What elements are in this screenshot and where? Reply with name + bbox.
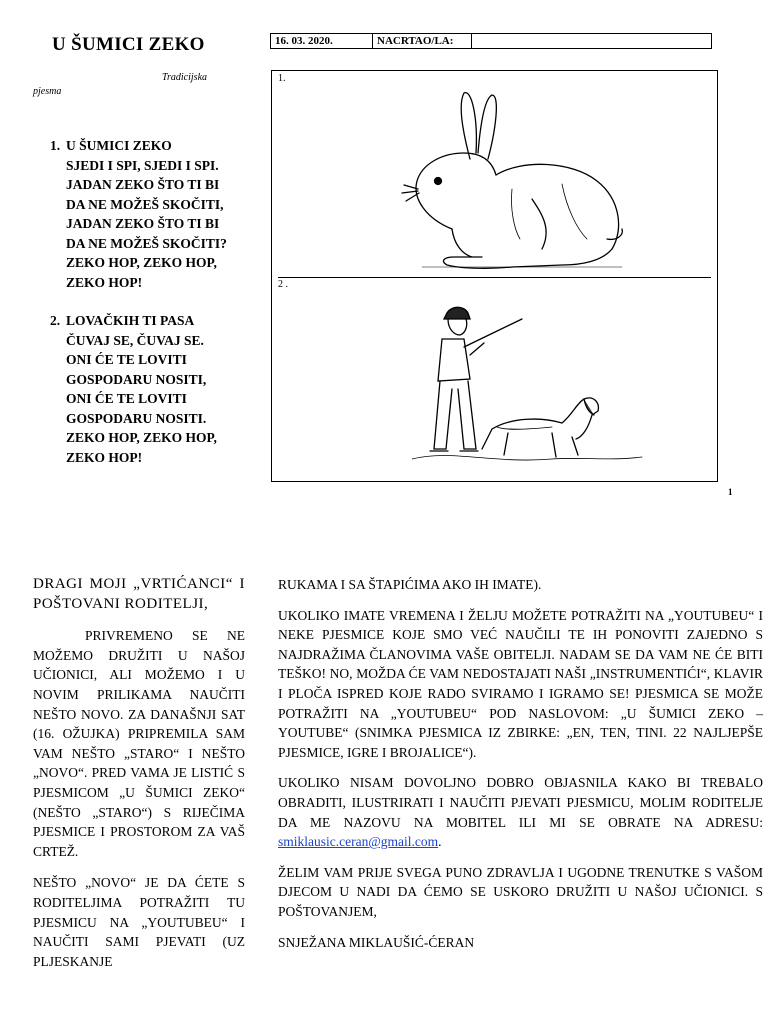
verse-line: GOSPODARU NOSITI, <box>66 371 207 387</box>
letter-greeting: DRAGI MOJI „VRTIĆANCI“ I POŠTOVANI RODITELJI, <box>33 576 245 612</box>
verse-line: ONI ĆE TE LOVITI <box>66 391 187 406</box>
verse-line: LOVAČKIH TI PASA <box>66 313 195 328</box>
verse-line: ZEKO HOP! <box>66 274 143 290</box>
verse-line: ZEKO HOP! <box>66 449 143 465</box>
letter-paragraph: NEŠTO „NOVO“ JE DA ĆETE S RODITELJIMA POTRAŽITI TU PJESMICU NA „YOUTUBEU“ I NAUČITI SAMI PJEVATI (UZ PLJESKANJE <box>33 875 245 969</box>
song-title: U ŠUMICI ZEKO <box>52 34 205 55</box>
song-subtitle: Tradicijska <box>162 72 208 83</box>
song-subtitle-cont: pjesma <box>33 86 62 97</box>
letter-right-column <box>278 575 763 963</box>
letter-paragraph: PRIVREMENO SE NE MOŽEMO DRUŽITI U NAŠOJ UČIONICI, ALI MOŽEMO I U NOVIM PRILIKAMA NAUČITI NEŠTO NOVO. ZA DANAŠNJI SAT (16. OŽUJKA) PRIPREMILA SAM VAM NEŠTO „STARO“ I NEŠTO „NOVO“. PRED VAMA JE LISTIĆ S PJESMICOM „U ŠUMICI ZEKO“ (NEŠTO „STARO“) S RIJEČIMA PJESMICE I PROSTOROM ZA VAŠ CRTEŽ. <box>33 628 245 859</box>
drawer-name-field[interactable] <box>472 34 711 48</box>
panel-number: 1. <box>278 73 286 84</box>
hunter-and-dog-drawing <box>412 299 652 474</box>
verse-line: ZEKO HOP, ZEKO HOP, <box>66 430 217 445</box>
letter-paragraph: ŽELIM VAM PRIJE SVEGA PUNO ZDRAVLJA I UGODNE TRENUTKE S VAŠOM DJECOM U NADI DA ĆEMO SE USKORO DRUŽITI U NAŠOJ UČIONICI. S POŠTOVANJEM, <box>278 864 763 919</box>
letter-left-column <box>33 575 245 983</box>
verse-line: ZEKO HOP, ZEKO HOP, <box>66 255 217 270</box>
verse-number: 2. <box>50 313 61 328</box>
verse-line: U ŠUMICI ZEKO <box>66 138 172 153</box>
rabbit-drawing <box>392 89 642 274</box>
letter-paragraph-contact <box>278 773 763 851</box>
verse-line: ONI ĆE TE LOVITI <box>66 352 187 367</box>
date-cell: 16. 03. 2020. <box>271 34 373 48</box>
panel-divider <box>278 277 711 278</box>
verse-line: GOSPODARU NOSITI. <box>66 410 207 426</box>
contact-end: . <box>438 834 442 850</box>
panel-number: 2 . <box>278 279 288 290</box>
verse-line: SJEDI I SPI, SJEDI I SPI. <box>66 157 219 173</box>
contact-text: UKOLIKO NISAM DOVOLJNO DOBRO OBJASNILA KAKO BI TREBALO OBRADITI, ILUSTRIRATI I NAUČITI PJEVATI PJESMICU, MOLIM RODITELJE DA ME NAZOVU NA MOBITEL ILI MI SE OBRATE NA ADRESU: <box>278 775 763 830</box>
verse-line: JADAN ZEKO ŠTO TI BI <box>66 177 220 192</box>
signature: SNJEŽANA MIKLAUŠIĆ-ĆERAN <box>278 934 475 950</box>
illustration-box <box>271 70 718 482</box>
verse-number: 1. <box>50 138 61 153</box>
letter-paragraph-cont: RUKAMA I SA ŠTAPIĆIMA AKO IH IMATE). <box>278 577 542 592</box>
verse-line: DA NE MOŽEŠ SKOČITI? <box>66 235 227 251</box>
email-link[interactable]: smiklausic.ceran@gmail.com <box>278 834 439 850</box>
verse-line: DA NE MOŽEŠ SKOČITI, <box>66 196 224 212</box>
verse-2 <box>50 311 217 467</box>
letter-paragraph: UKOLIKO IMATE VREMENA I ŽELJU MOŽETE POTRAŽITI NA „YOUTUBEU“ I NEKE PJESMICE KOJE SMO VEĆ NAUČILI TE IH PONOVITI ZAJEDNO S NAJDRAŽIMA ČLANOVIMA VAŠE OBITELJI. NADAM SE DA VAM NE ĆE BITI TEŠKO! NO, MOŽDA ĆE VAM NEDOSTAJATI NAŠI „INSTRUMENTIĆI“, KLAVIR I PLOČA ISPRED KOJE RADO SVIRAMO I IGRAMO SE! PJESMICA SE MOŽE POTRAŽITI NA „YOUTUBEU“ POD NASLOVOM: „U ŠUMICI ZEKO – YOUTUBE“ (SNIMKA PJESMICA IZ ZBIRKE: „EN, TEN, TINI. 22 NAJLJEPŠE PJESMICE, IGRE I BROJALICE“). <box>278 607 763 760</box>
verse-line: ČUVAJ SE, ČUVAJ SE. <box>66 332 204 348</box>
drawer-label: NACRTAO/LA: <box>373 34 472 48</box>
header-info-box <box>270 33 712 49</box>
verse-1 <box>50 136 227 292</box>
verse-line: JADAN ZEKO ŠTO TI BI <box>66 216 220 231</box>
page-number: 1 <box>728 487 733 497</box>
